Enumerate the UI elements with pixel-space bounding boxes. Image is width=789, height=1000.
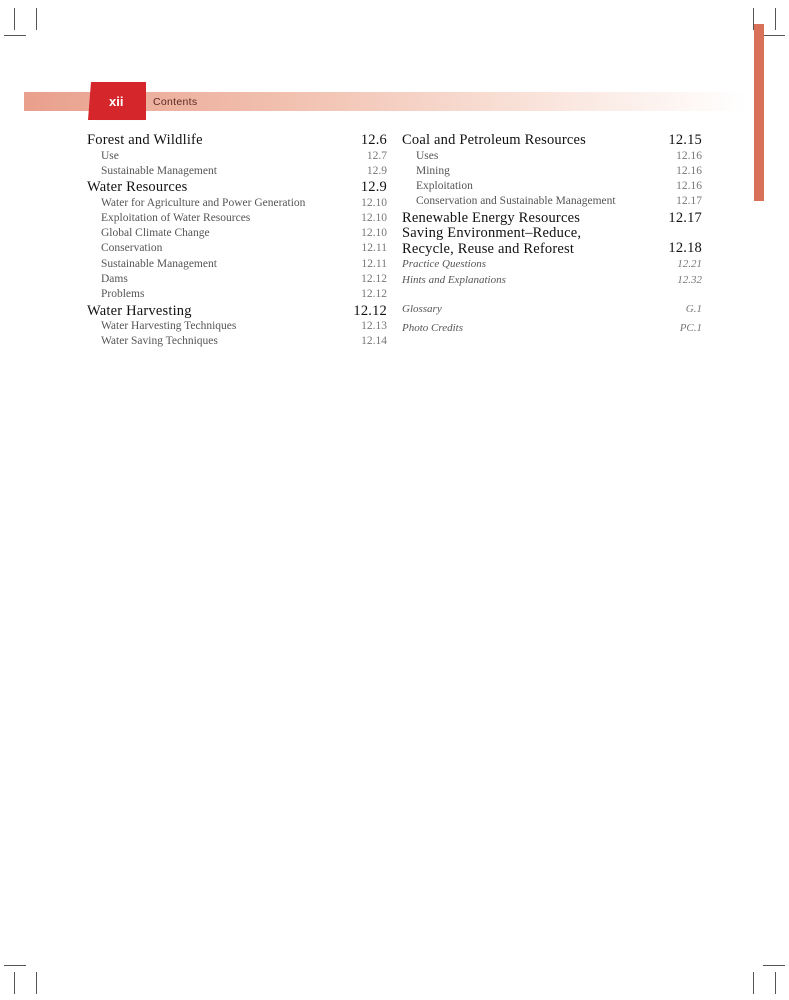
crop-mark <box>36 972 37 994</box>
toc-entry-label: Conservation and Sustainable Management <box>416 195 616 208</box>
crop-mark <box>775 972 776 994</box>
toc-entry-label: Photo Credits <box>402 321 464 334</box>
toc-subsection-entry[interactable] <box>87 211 387 226</box>
toc-subsection-entry[interactable] <box>87 287 387 302</box>
crop-mark <box>763 965 785 966</box>
toc-section-entry[interactable] <box>402 226 702 257</box>
toc-entry-label: Renewable Energy Resources <box>402 209 581 226</box>
toc-section-entry[interactable] <box>87 132 387 149</box>
toc-entry-page: 12.11 <box>361 257 387 270</box>
toc-entry-label: Global Climate Change <box>101 227 210 240</box>
toc-section-entry[interactable] <box>87 303 387 320</box>
toc-entry-page: 12.9 <box>366 164 387 177</box>
crop-mark <box>14 972 15 994</box>
toc-entry-page: 12.17 <box>668 209 702 226</box>
toc-backmatter-entry[interactable] <box>402 302 702 318</box>
toc-entry-label-line2: Recycle, Reuse and Reforest <box>402 240 575 257</box>
toc-spacer <box>402 288 702 302</box>
toc-entry-page: 12.9 <box>360 179 387 196</box>
toc-subsection-entry[interactable] <box>87 226 387 241</box>
toc-column-right <box>402 132 702 336</box>
toc-backmatter-entry[interactable] <box>402 321 702 337</box>
toc-subsection-entry[interactable] <box>402 179 702 194</box>
toc-section-entry[interactable] <box>402 132 702 149</box>
toc-entry-page: 12.16 <box>676 180 702 193</box>
toc-entry-label: Water Resources <box>87 179 188 196</box>
toc-subsection-entry[interactable] <box>87 319 387 334</box>
toc-entry-label: Sustainable Management <box>101 164 217 177</box>
toc-entry-page: 12.6 <box>360 132 387 148</box>
toc-entry-label: Dams <box>101 273 128 286</box>
toc-subsection-entry[interactable] <box>87 257 387 272</box>
toc-entry-page: 12.16 <box>676 164 702 177</box>
toc-entry-page: 12.21 <box>677 258 702 271</box>
toc-entry-label: Practice Questions <box>402 258 487 271</box>
toc-entry-page: 12.12 <box>361 288 387 301</box>
toc-subsection-entry[interactable] <box>402 194 702 209</box>
crop-mark <box>763 35 785 36</box>
crop-mark <box>14 8 15 30</box>
toc-entry-label: Exploitation <box>416 180 473 193</box>
toc-subsection-entry[interactable] <box>87 196 387 211</box>
toc-entry-label-line1: Saving Environment–Reduce, <box>402 225 582 242</box>
toc-entry-page: 12.32 <box>677 273 702 286</box>
toc-entry-label: Water Harvesting <box>87 302 192 319</box>
toc-entry-label: Glossary <box>402 303 442 316</box>
toc-entry-label: Conservation <box>101 242 163 255</box>
crop-mark <box>36 8 37 30</box>
toc-entry-page: 12.16 <box>676 149 702 162</box>
toc-entry-label: Water for Agriculture and Power Generation <box>101 196 306 209</box>
crop-mark <box>753 972 754 994</box>
toc-entry-page: 12.14 <box>361 335 387 348</box>
toc-column-left <box>87 132 387 350</box>
crop-mark <box>775 8 776 30</box>
toc-entry-page: 12.11 <box>361 242 387 255</box>
toc-entry-label: Mining <box>416 164 450 177</box>
toc-subsection-entry[interactable] <box>87 272 387 287</box>
page-number: xii <box>109 94 124 109</box>
toc-entry-label: Water Harvesting Techniques <box>101 320 237 333</box>
toc-entry-page: 12.12 <box>361 273 387 286</box>
toc-backmatter-entry[interactable] <box>402 273 702 289</box>
toc-subsection-entry[interactable] <box>402 149 702 164</box>
toc-entry-label <box>402 226 581 257</box>
toc-section-entry[interactable] <box>402 210 702 227</box>
toc-entry-page: G.1 <box>685 303 702 316</box>
toc-entry-page: 12.7 <box>366 149 387 162</box>
toc-entry-label: Hints and Explanations <box>402 273 506 286</box>
toc-entry-page: 12.10 <box>361 211 387 224</box>
toc-entry-page: PC.1 <box>679 321 702 334</box>
toc-entry-page: 12.15 <box>668 132 702 148</box>
toc-entry-page: 12.17 <box>676 195 702 208</box>
toc-entry-label: Coal and Petroleum Resources <box>402 132 586 148</box>
toc-subsection-entry[interactable] <box>87 164 387 179</box>
toc-subsection-entry[interactable] <box>87 149 387 164</box>
toc-entry-page: 12.10 <box>361 196 387 209</box>
toc-entry-label: Uses <box>416 149 439 162</box>
toc-entry-label: Problems <box>101 288 145 301</box>
toc-backmatter-entry[interactable] <box>402 257 702 273</box>
toc-entry-label: Forest and Wildlife <box>87 132 203 148</box>
crop-mark <box>4 35 26 36</box>
toc-entry-label: Water Saving Techniques <box>101 335 218 348</box>
toc-entry-page: 12.10 <box>361 227 387 240</box>
toc-entry-page: 12.13 <box>361 320 387 333</box>
running-head: Contents <box>153 96 198 108</box>
toc-subsection-entry[interactable] <box>87 334 387 349</box>
side-thumb-tab <box>754 24 764 201</box>
toc-subsection-entry[interactable] <box>87 241 387 256</box>
toc-entry-page: 12.12 <box>353 302 387 319</box>
toc-section-entry[interactable] <box>87 179 387 196</box>
toc-entry-label: Sustainable Management <box>101 257 217 270</box>
toc-subsection-entry[interactable] <box>402 164 702 179</box>
toc-entry-label: Exploitation of Water Resources <box>101 211 251 224</box>
toc-entry-label: Use <box>101 149 119 162</box>
toc-entry-page: 12.18 <box>668 240 702 257</box>
crop-mark <box>4 965 26 966</box>
